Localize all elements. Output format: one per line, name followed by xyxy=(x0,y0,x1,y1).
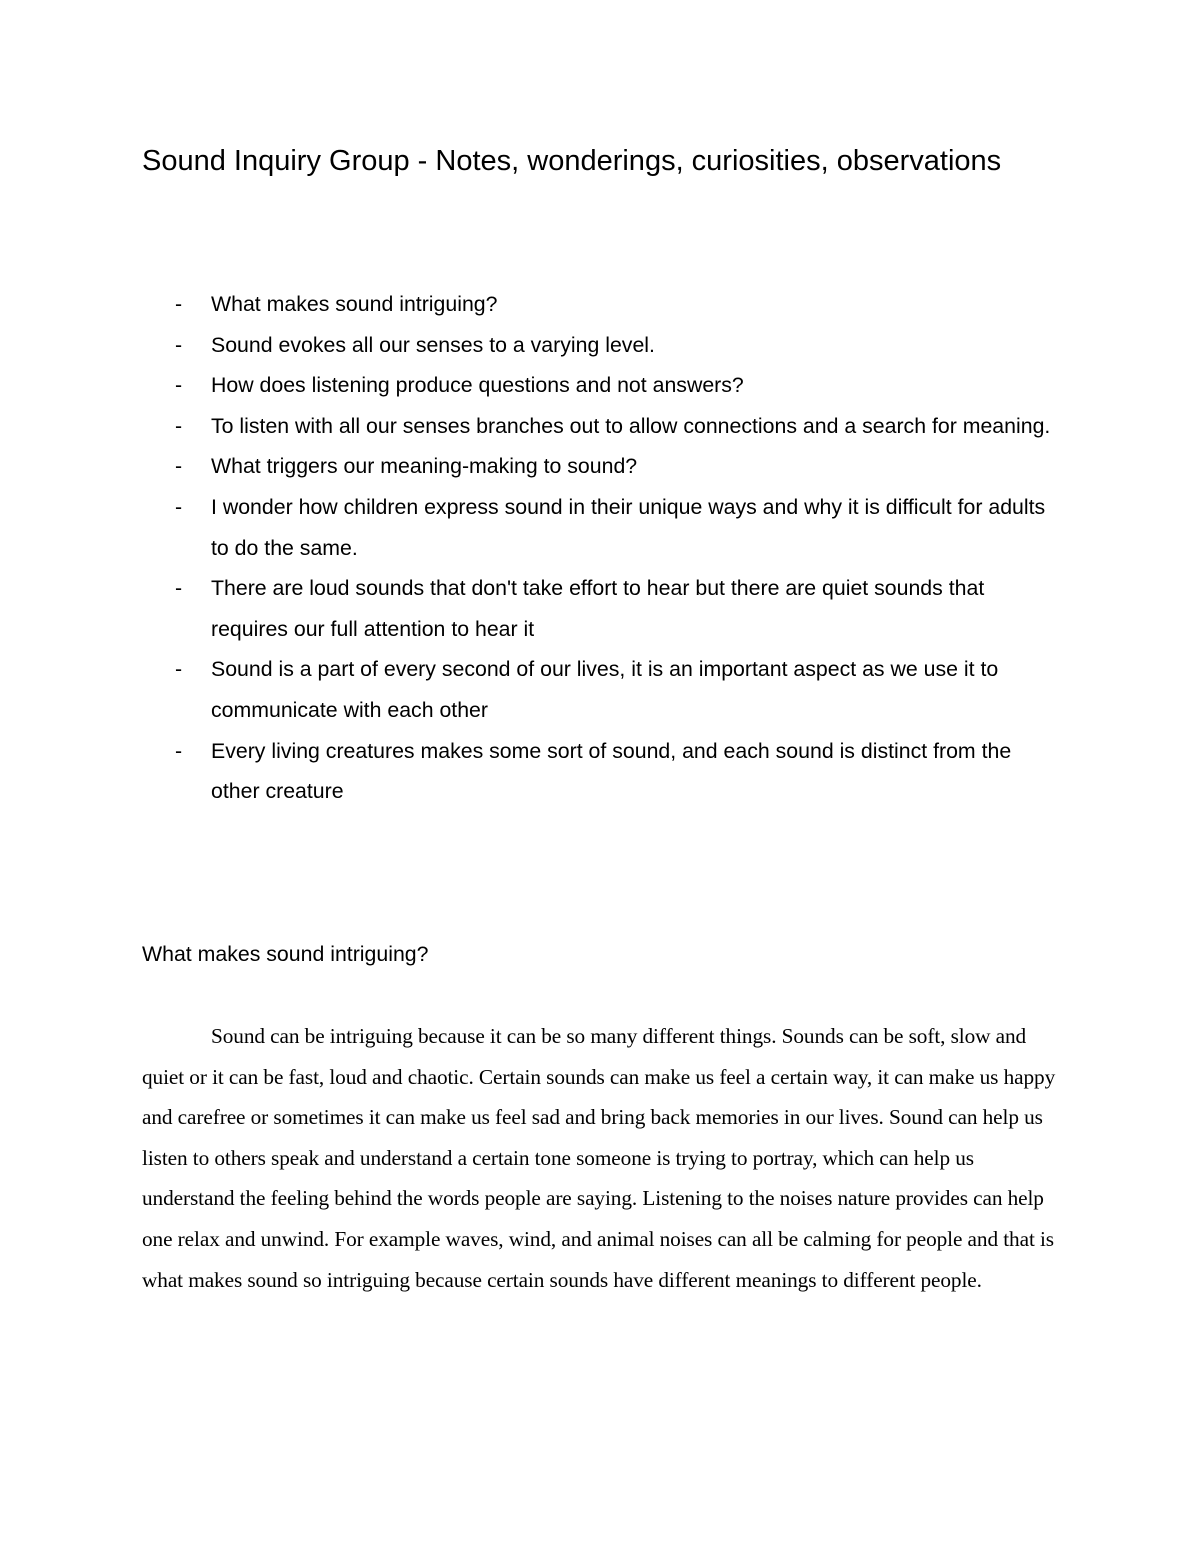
list-item xyxy=(142,487,1062,568)
document-title: Sound Inquiry Group - Notes, wonderings, curiosities, observations xyxy=(142,145,1002,177)
notes-list xyxy=(142,284,1062,812)
list-item-text: What triggers our meaning-making to sound? xyxy=(211,454,638,479)
bullet-dash: - xyxy=(175,373,183,398)
list-item-text: Sound evokes all our senses to a varying level. xyxy=(211,332,655,357)
bullet-dash: - xyxy=(175,576,183,601)
list-item xyxy=(142,284,1062,325)
list-item-text: To listen with all our senses branches out to allow connections and a search for meaning. xyxy=(211,413,1051,438)
list-item-text: Sound is a part of every second of our lives, it is an important aspect as we use it to communicate with each other xyxy=(211,657,999,722)
bullet-dash: - xyxy=(175,332,183,357)
list-item xyxy=(142,446,1062,487)
list-item-text: I wonder how children express sound in their unique ways and why it is difficult for adults to do the same. xyxy=(211,494,1046,560)
list-item xyxy=(142,649,1062,730)
list-item-text: What makes sound intriguing? xyxy=(211,292,498,316)
bullet-dash: - xyxy=(175,738,183,763)
list-item xyxy=(142,731,1062,812)
list-item xyxy=(142,406,1062,447)
list-item xyxy=(142,325,1062,366)
list-item-text: How does listening produce questions and not answers? xyxy=(211,373,744,398)
body-paragraph: Sound can be intriguing because it can be so many different things. Sounds can be soft, slow and quiet or it can be fast, loud and chaotic. Certain sounds can make us feel a certain way, it can make us happy and carefree or sometimes it can make us feel sad and bring back memories in our lives. Sound can help us listen to others speak and understand a certain tone someone is trying to portray, which can help us understand the feeling behind the words people are saying. Listening to the noises nature provides can help one relax and unwind. For example waves, wind, and animal noises can all be calming for people and that is what makes sound so intriguing because certain sounds have different meanings to different people. xyxy=(142,1024,1056,1292)
bullet-dash: - xyxy=(175,454,183,479)
list-item xyxy=(142,568,1062,649)
bullet-dash: - xyxy=(175,292,183,316)
section-heading: What makes sound intriguing? xyxy=(142,942,429,966)
bullet-dash: - xyxy=(175,657,183,682)
list-item-text: Every living creatures makes some sort of sound, and each sound is distinct from the other creature xyxy=(211,738,1012,804)
bullet-dash: - xyxy=(175,413,183,438)
bullet-dash: - xyxy=(175,494,183,519)
list-item-text: There are loud sounds that don't take effort to hear but there are quiet sounds that requires our full attention to hear it xyxy=(211,576,985,641)
list-item xyxy=(142,365,1062,406)
